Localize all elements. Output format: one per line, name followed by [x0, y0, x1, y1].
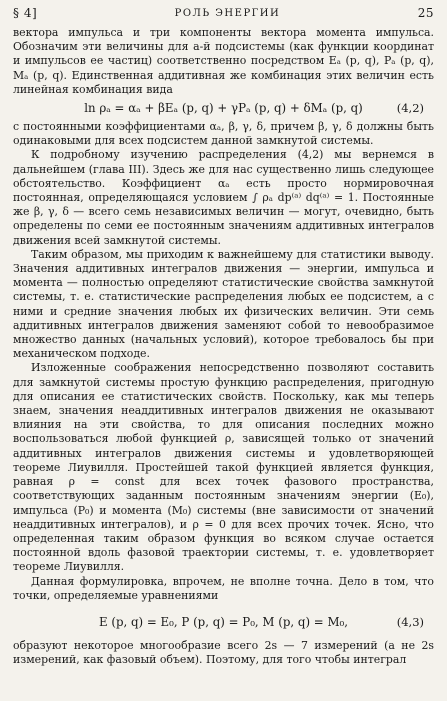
- formula-4-3: [13, 609, 434, 635]
- formula-4-2: [13, 98, 434, 119]
- running-title: РОЛЬ ЭНЕРГИИ: [174, 7, 281, 19]
- paragraph: образуют некоторое многообразие всего 2s — 7 измерений (а не 2s измерений, как фазовый объем). Поэтому, для того чтобы интеграл: [13, 638, 434, 667]
- paragraph: с постоянными коэффициентами αₐ, β, γ, δ, причем β, γ, δ должны быть одинаковыми для всех подсистем данной замкнутой системы.: [13, 120, 434, 148]
- section-number: § 4]: [13, 6, 38, 20]
- formula-text: ln ρₐ = αₐ + βEₐ (p, q) + γPₐ (p, q) + δMₐ (p, q): [84, 101, 363, 116]
- paragraph: К подробному изучению распределения (4,2) мы вернемся в дальнейшем (глава III). Здесь же для нас существенно лишь следующее обстоятельство. Коэффициент αₐ есть просто нормировочная постоянная, определяющаяся условием ∫ ρₐ dp⁽ᵃ⁾ dq⁽ᵃ⁾ = 1. Постоянные же β, γ, δ — всего семь независимых величин — могут, очевидно, быть определены по семи ее постоянным значениям аддитивных интегралов движения всей замкнутой системы.: [13, 148, 434, 247]
- equation-number: (4,3): [396, 614, 424, 629]
- paragraph: Изложенные соображения непосредственно позволяют составить для замкнутой системы простую функцию распределения, пригодную для описания ее статистических свойств. Поскольку, как мы теперь знаем, значения неаддитивных интегралов движения не оказывают влияния на эти свойства, то для описания последних можно воспользоваться любой функцией ρ, зависящей только от значений аддитивных интегралов движения системы и удовлетворяющей теореме Лиувилля. Простейшей такой функцией является функция, равная ρ = const для всех точек фазового пространства, соответствующих заданным постоянным значениям энергии (E₀), импульса (P₀) и момента (M₀) системы (вне зависимости от значений неаддитивных интегралов), и ρ = 0 для всех прочих точек. Ясно, что определенная таким образом функция во всяком случае остается постоянной вдоль фазовой траектории системы, т. е. удовлетворяет теореме Лиувилля.: [13, 361, 434, 574]
- page-number: 25: [417, 6, 434, 20]
- running-header: [13, 0, 434, 26]
- body-text: [13, 26, 434, 667]
- equation-number: (4,2): [396, 101, 424, 116]
- paragraph: Данная формулировка, впрочем, не вполне точна. Дело в том, что точки, определяемые уравнениями: [13, 574, 434, 602]
- paragraph: вектора импульса и три компоненты вектора момента импульса. Обозначим эти величины для a-й подсистемы (как функции координат и импульсов ее частиц) соответственно посредством Eₐ (p, q), Pₐ (p, q), Mₐ (p, q). Единственная аддитивная же комбинация этих величин есть линейная комбинация вида: [13, 26, 434, 96]
- paragraph: Таким образом, мы приходим к важнейшему для статистики выводу. Значения аддитивных интегралов движения — энергии, импульса и момента — полностью определяют статистические свойства замкнутой системы, т. е. статистические распределения любых ее подсистем, а с ними и средние значения любых их физических величин. Эти семь аддитивных интегралов движения заменяют собой то невообразимое множество данных (начальных условий), которое требовалось бы при механическом подходе.: [13, 247, 434, 361]
- formula-text: E (p, q) = E₀, P (p, q) = P₀, M (p, q) = M₀,: [98, 614, 349, 629]
